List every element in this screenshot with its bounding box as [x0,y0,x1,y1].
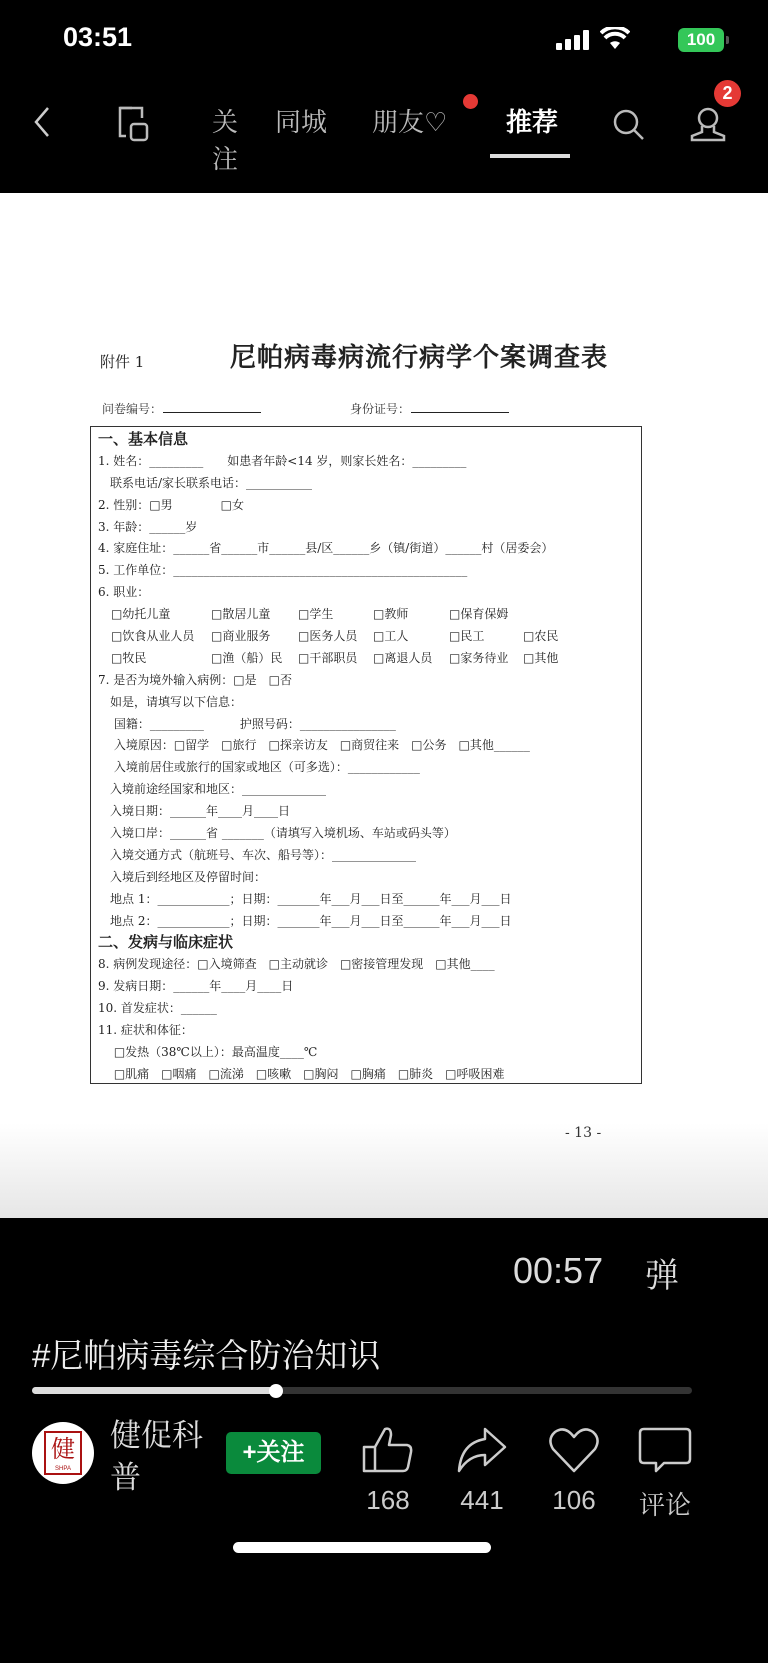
page-number: - 13 - [565,1125,602,1141]
battery-indicator: 100 [678,28,724,52]
form-row: □肌痛 □咽痛 □流涕 □咳嗽 □胸闷 □胸痛 □肺炎 □呼吸困难 [98,1066,505,1081]
form-row: 地点 1：____________；日期：_______年___月___日至______年___月___日 [98,891,512,906]
blank-line [411,402,509,413]
occupation-option[interactable]: □离退人员 [373,650,433,665]
occupation-option[interactable]: □农民 [523,629,559,644]
share-count: 441 [460,1485,504,1515]
occupation-option[interactable]: □医务人员 [298,629,358,644]
document-title: 尼帕病毒病流行病学个案调查表 [230,343,609,373]
questionnaire-no-label: 问卷编号： [102,402,163,416]
occupation-option[interactable]: □商业服务 [211,629,271,644]
form-row: 5. 工作单位：_________________________________________________ [98,563,468,578]
occupation-option[interactable]: □家务待业 [449,650,509,665]
multi-screen-icon[interactable] [118,106,152,142]
form-row: 8. 病例发现途径：□入境筛查 □主动就诊 □密接管理发现 □其他____ [98,957,495,972]
attachment-label: 附件 1 [100,353,145,371]
form-row: 联系电话/家长联系电话：___________ [98,475,313,490]
progress-handle[interactable] [269,1384,283,1398]
occupation-row [98,648,641,670]
form-row: 1. 姓名：_________ 如患者年龄<14 岁，则家长姓名：_________ [98,453,467,468]
id-no-field [350,400,510,417]
danmu-toggle[interactable]: 弹 [645,1257,679,1295]
comment-label: 评论 [638,1490,691,1520]
occupation-option[interactable]: □散居儿童 [211,607,271,622]
form-row: 11. 症状和体征： [98,1023,193,1038]
video-elapsed-time: 00:57 [513,1250,604,1291]
section-heading: 一、基本信息 [98,430,189,448]
form-row: 10. 首发症状：______ [98,1001,217,1016]
notification-badge: 2 [714,80,741,107]
form-row: □发热（38℃以上）：最高温度____℃ [98,1044,318,1059]
author-name[interactable]: 健促科普 [110,1418,203,1495]
tab-following[interactable]: 关注 [211,107,238,174]
blank-line [163,402,261,413]
author-avatar[interactable] [32,1422,94,1484]
video-progress-bar[interactable] [32,1387,692,1394]
occupation-option[interactable]: □其他 [523,650,559,665]
status-time: 03:51 [63,22,133,52]
form-row: 3. 年龄：______岁 [98,519,198,534]
form-row: 入境口岸：______省 _______（请填写入境机场、车站或码头等） [98,826,456,841]
form-row: 入境日期：______年____月____日 [98,804,291,819]
occupation-option[interactable]: □渔（船）民 [211,650,283,665]
form-row: 入境后到经地区及停留时间： [98,869,267,884]
section-heading: 二、发病与临床症状 [98,933,234,952]
occupation-option[interactable]: □民工 [449,629,485,644]
back-icon[interactable] [32,106,52,138]
id-no-label: 身份证号： [350,402,411,416]
form-row: 2. 性别：□男 □女 [98,497,244,512]
signal-icon [556,30,592,50]
form-row: 7. 是否为境外输入病例：□是 □否 [98,672,292,687]
active-tab-indicator [490,154,570,158]
form-row: 4. 家庭住址：______省______市______县/区______乡（镇/街道）______村（居委会） [98,541,554,556]
like-button[interactable] [353,1425,423,1516]
avatar-logo-text: 健 [51,1436,75,1463]
form-row: 6. 职业： [98,585,150,600]
share-button[interactable] [447,1425,517,1516]
occupation-option[interactable]: □牧民 [111,650,147,665]
form-row: 如是，请填写以下信息： [98,694,243,709]
home-indicator[interactable] [233,1542,491,1553]
like-count: 168 [366,1485,410,1515]
avatar-logo [44,1431,82,1475]
form-row: 地点 2：____________；日期：_______年___月___日至______年___月___日 [98,913,512,928]
occupation-option[interactable]: □干部职员 [298,650,358,665]
form-row: 国籍：_________ 护照号码：________________ [98,716,396,731]
share-icon [455,1425,509,1475]
favorite-count: 106 [552,1485,596,1515]
tab-recommended[interactable]: 推荐 [506,107,559,137]
friends-dot-badge [463,94,478,109]
questionnaire-no-field [102,400,262,417]
form-row: 9. 发病日期：______年____月____日 [98,979,294,994]
search-icon[interactable] [612,108,646,142]
occupation-row [98,604,641,626]
avatar-logo-sub: SHPA [55,1466,71,1472]
follow-button[interactable]: +关注 [226,1432,321,1474]
heart-icon [547,1425,601,1475]
tab-friends[interactable]: 朋友♡ [372,107,448,137]
favorite-button[interactable] [539,1425,609,1516]
profile-icon[interactable] [690,106,726,142]
video-title[interactable]: #尼帕病毒综合防治知识 [32,1337,381,1374]
wifi-icon [600,27,630,51]
document-page [0,193,768,1218]
occupation-option[interactable]: □饮食从业人员 [111,629,195,644]
form-table [90,426,642,1084]
tab-local[interactable]: 同城 [275,107,328,137]
form-row: 入境前居住或旅行的国家或地区（可多选）：____________ [98,760,420,775]
form-row: 入境原因：□留学 □旅行 □探亲访友 □商贸往来 □公务 □其他______ [98,738,530,753]
form-row: 入境前途经国家和地区：______________ [98,782,327,797]
occupation-row [98,626,641,648]
thumbs-up-icon [361,1425,415,1475]
occupation-option[interactable]: □保育保姆 [449,607,509,622]
occupation-option[interactable]: □教师 [373,607,409,622]
form-row: 入境交通方式（航班号、车次、船号等）：______________ [98,847,417,862]
progress-fill [32,1387,276,1394]
comment-button[interactable] [630,1425,700,1522]
comment-icon [638,1425,692,1475]
occupation-option[interactable]: □工人 [373,629,409,644]
occupation-option[interactable]: □幼托儿童 [111,607,171,622]
occupation-option[interactable]: □学生 [298,607,334,622]
